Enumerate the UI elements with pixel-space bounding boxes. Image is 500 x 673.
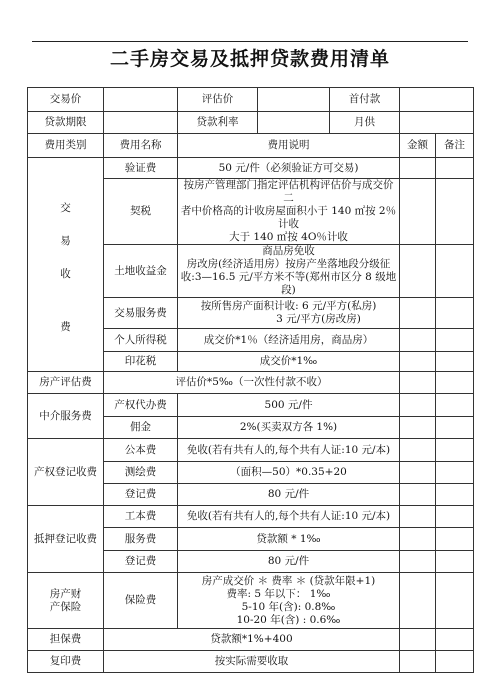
down-payment-value[interactable] [400, 88, 474, 112]
desc-line: 收:3—16.5 元/平方米不等(郑州市区分 8 级地段) [180, 271, 397, 296]
amount-cell[interactable] [400, 506, 436, 528]
amount-cell[interactable] [400, 394, 436, 417]
desc-line: 房改房(经济适用房）按房产坐落地段分级征 [186, 258, 391, 270]
fee-name: 登记费 [104, 551, 178, 573]
fee-desc: 2%(买卖双方各 1%) [178, 417, 400, 439]
table-row [28, 372, 474, 394]
loan-term-label: 贷款期限 [28, 112, 104, 134]
category-line: 房产财 [49, 587, 82, 600]
info-row-1 [28, 88, 474, 112]
amount-cell[interactable] [400, 298, 436, 329]
appraisal-price-value[interactable] [258, 88, 330, 112]
amount-cell[interactable] [400, 372, 436, 394]
desc-line: 10-20 年(含) : 0.6‰ [236, 613, 341, 626]
loan-term-value[interactable] [104, 112, 178, 134]
amount-cell[interactable] [400, 484, 436, 506]
desc-line: 商品房免收 [262, 245, 315, 257]
fee-desc: 贷款额 * 1‰ [178, 528, 400, 551]
trade-price-value[interactable] [104, 88, 178, 112]
fee-desc: 80 元/件 [178, 484, 400, 506]
amount-cell[interactable] [400, 651, 436, 673]
header-note: 备注 [436, 134, 474, 158]
amount-cell[interactable] [400, 329, 436, 352]
header-amount: 金额 [400, 134, 436, 158]
monthly-payment-label: 月供 [330, 112, 400, 134]
amount-cell[interactable] [400, 573, 436, 629]
fee-category: 房产评估费 [28, 372, 104, 394]
table-row [28, 439, 474, 462]
table-row [28, 651, 474, 673]
trade-category-char: 易 [60, 234, 71, 247]
note-cell[interactable] [436, 484, 474, 506]
note-cell[interactable] [436, 439, 474, 462]
fee-name: 契税 [104, 179, 178, 245]
fee-category: 中介服务费 [28, 394, 104, 439]
fee-desc [178, 245, 400, 298]
note-cell[interactable] [436, 629, 474, 651]
fee-name: 交易服务费 [104, 298, 178, 329]
down-payment-label: 首付款 [330, 88, 400, 112]
fee-desc: 80 元/件 [178, 551, 400, 573]
fee-desc: 免收(若有共有人的,每个共有人证:10 元/本) [178, 439, 400, 462]
fee-name: 服务费 [104, 528, 178, 551]
desc-line: 费率: 5 年以下： 1‰ [226, 587, 331, 600]
fee-name: 验证费 [104, 158, 178, 179]
fee-name: 测绘费 [104, 462, 178, 484]
category-line: 产保险 [49, 600, 82, 613]
fee-desc: 贷款额*1%+400 [104, 629, 400, 651]
fee-desc [178, 573, 400, 629]
trade-category-char: 收 [60, 267, 71, 280]
fee-desc: 按实际需要收取 [104, 651, 400, 673]
trade-category-char: 交 [60, 201, 71, 214]
note-cell[interactable] [436, 372, 474, 394]
fee-name: 印花税 [104, 352, 178, 372]
fee-desc [178, 298, 400, 329]
fee-desc: 成交价*1‰ [178, 352, 400, 372]
amount-cell[interactable] [400, 462, 436, 484]
table-row [28, 573, 474, 629]
amount-cell[interactable] [400, 528, 436, 551]
amount-cell[interactable] [400, 158, 436, 179]
note-cell[interactable] [436, 573, 474, 629]
header-name: 费用名称 [104, 134, 178, 158]
desc-line: 大于 140 ㎡按 4O％计收 [229, 231, 348, 243]
fee-category: 复印费 [28, 651, 104, 673]
note-cell[interactable] [436, 179, 474, 245]
table-row [28, 394, 474, 417]
fee-name: 佣金 [104, 417, 178, 439]
desc-line: 房产成交价 ＊ 费率 ＊ (贷款年限+1) [201, 574, 376, 587]
desc-line: 按房产管理部门指定评估机构评估价与成交价二 [183, 179, 394, 204]
appraisal-price-label: 评估价 [178, 88, 258, 112]
amount-cell[interactable] [400, 352, 436, 372]
header-category: 费用类别 [28, 134, 104, 158]
note-cell[interactable] [436, 298, 474, 329]
desc-line: 按所售房产面积计收: 6 元/平方(私房) [200, 300, 377, 312]
page-title: 二手房交易及抵押贷款费用清单 [109, 48, 390, 70]
info-row-2 [28, 112, 474, 134]
fee-desc: 免收(若有共有人的,每个共有人证:10 元/本) [178, 506, 400, 528]
trade-category-char: 费 [60, 320, 71, 333]
amount-cell[interactable] [400, 439, 436, 462]
note-cell[interactable] [436, 506, 474, 528]
fee-category: 产权登记收费 [28, 439, 104, 506]
fee-desc [178, 179, 400, 245]
table-row [28, 158, 474, 179]
fee-table [27, 87, 474, 673]
fee-name: 保险费 [104, 573, 178, 629]
note-cell[interactable] [436, 329, 474, 352]
amount-cell[interactable] [400, 629, 436, 651]
top-rule [32, 41, 468, 42]
fee-category: 抵押登记收费 [28, 506, 104, 573]
desc-line: 者中价格高的计收房屋面积小于 140 ㎡按 2％计收 [180, 205, 397, 230]
loan-rate-value[interactable] [258, 112, 330, 134]
amount-cell[interactable] [400, 551, 436, 573]
fee-desc: 评估价*5‰（一次性付款不收） [104, 372, 400, 394]
fee-name: 土地收益金 [104, 245, 178, 298]
amount-cell[interactable] [400, 417, 436, 439]
note-cell[interactable] [436, 158, 474, 179]
loan-rate-label: 贷款利率 [178, 112, 258, 134]
note-cell[interactable] [436, 352, 474, 372]
note-cell[interactable] [436, 551, 474, 573]
fee-desc: 50 元/件（必须验证方可交易) [178, 158, 400, 179]
fee-category: 担保费 [28, 629, 104, 651]
fee-desc: 500 元/件 [178, 394, 400, 417]
note-cell[interactable] [436, 245, 474, 298]
fee-desc: 成交价*1％（经济适用房，商品房） [178, 329, 400, 352]
table-row [28, 629, 474, 651]
header-row [28, 134, 474, 158]
fee-name: 产权代办费 [104, 394, 178, 417]
note-cell[interactable] [436, 417, 474, 439]
fee-category [28, 573, 104, 629]
trade-category [28, 158, 104, 372]
trade-price-label: 交易价 [28, 88, 104, 112]
amount-cell[interactable] [400, 179, 436, 245]
note-cell[interactable] [436, 528, 474, 551]
amount-cell[interactable] [400, 245, 436, 298]
table-row [28, 506, 474, 528]
header-desc: 费用说明 [178, 134, 400, 158]
note-cell[interactable] [436, 394, 474, 417]
fee-desc: （面积—50）*0.35+20 [178, 462, 400, 484]
fee-name: 登记费 [104, 484, 178, 506]
monthly-payment-value[interactable] [400, 112, 474, 134]
fee-name: 工本费 [104, 506, 178, 528]
fee-name: 个人所得税 [104, 329, 178, 352]
desc-line: 5-10 年(含): 0.8‰ [241, 600, 336, 613]
note-cell[interactable] [436, 651, 474, 673]
note-cell[interactable] [436, 462, 474, 484]
desc-line: 3 元/平方(房改房) [276, 313, 361, 325]
fee-name: 公本费 [104, 439, 178, 462]
